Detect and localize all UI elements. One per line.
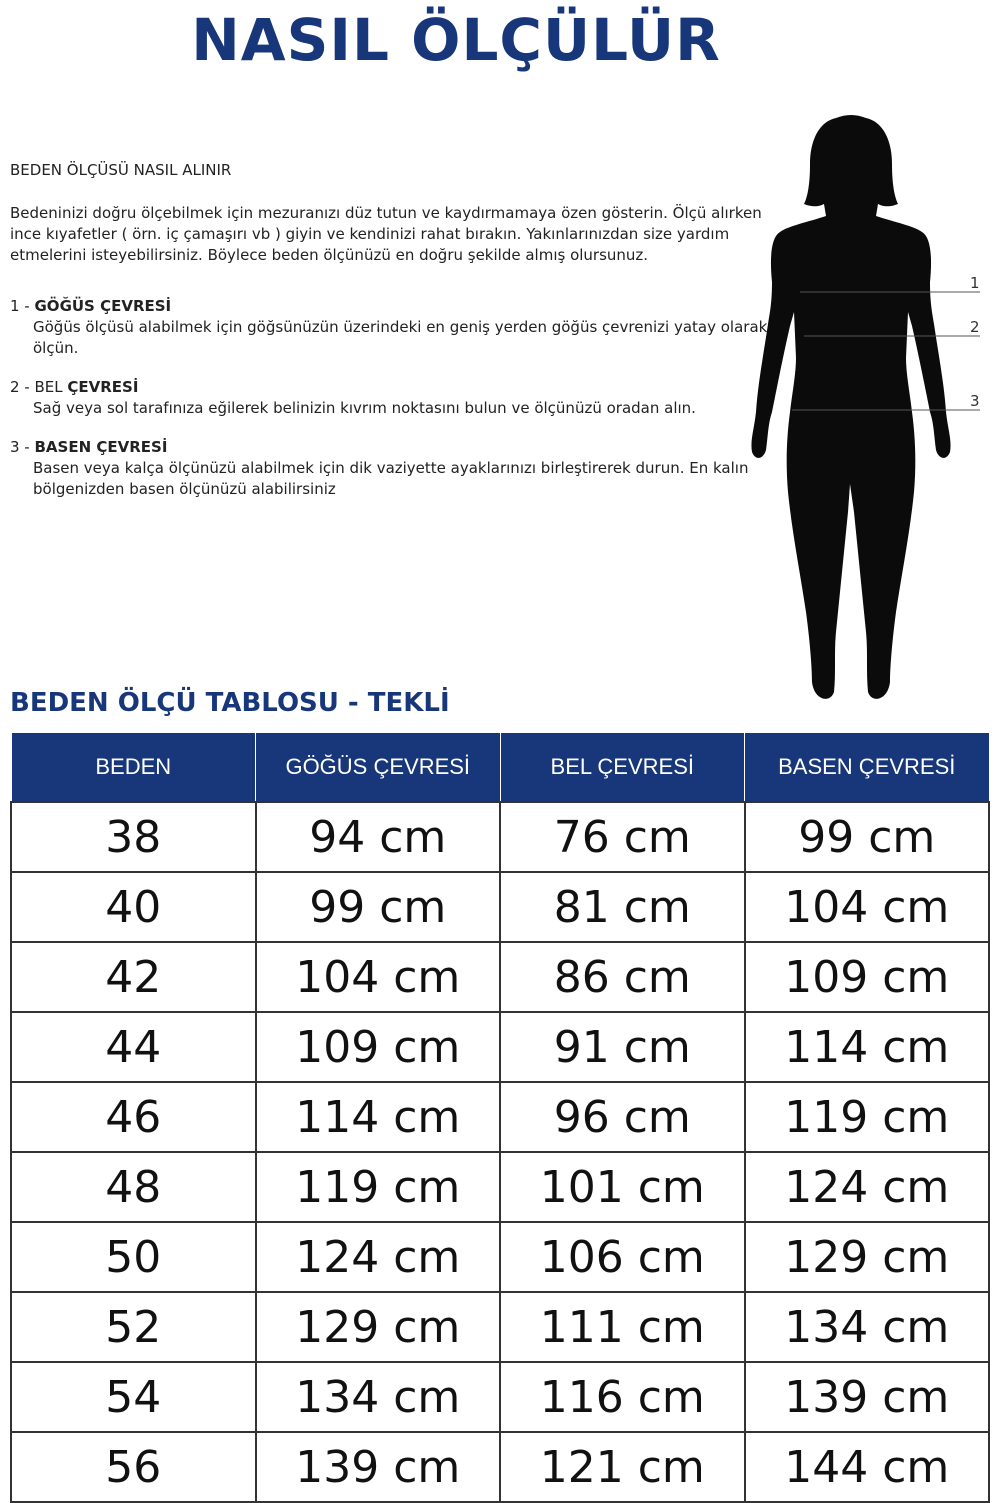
size-cell: 56 (11, 1432, 256, 1502)
section-title (10, 377, 780, 398)
hip-cell: 99 cm (745, 802, 990, 872)
size-cell: 44 (11, 1012, 256, 1082)
size-table-title: BEDEN ÖLÇÜ TABLOSU - TEKLİ (10, 688, 450, 718)
section-number: 2 - BEL (10, 378, 68, 396)
size-cell: 50 (11, 1222, 256, 1292)
table-row (11, 1152, 989, 1222)
column-header-waist: BEL ÇEVRESİ (500, 733, 745, 802)
table-row (11, 1362, 989, 1432)
body-silhouette-figure (748, 112, 988, 710)
section-text: Basen veya kalça ölçünüzü alabilmek için dik vaziyette ayaklarınızı birleştirerek durun. En kalın bölgenizden basen ölçünüzü alabilirsiniz (33, 459, 749, 498)
section-number: 1 - (10, 297, 35, 315)
waist-cell: 121 cm (500, 1432, 745, 1502)
section-name: ÇEVRESİ (67, 378, 139, 396)
chest-cell: 104 cm (256, 942, 501, 1012)
section-waist (10, 377, 780, 419)
marker-label-2: 2 (970, 318, 980, 336)
waist-cell: 111 cm (500, 1292, 745, 1362)
waist-cell: 116 cm (500, 1362, 745, 1432)
size-cell: 52 (11, 1292, 256, 1362)
size-cell: 38 (11, 802, 256, 872)
column-header-hip: BASEN ÇEVRESİ (745, 733, 990, 802)
section-text: Göğüs ölçüsü alabilmek için göğsünüzün üzerindeki en geniş yerden göğüs çevrenizi yatay olarak ölçün. (33, 318, 768, 357)
hip-cell: 129 cm (745, 1222, 990, 1292)
hip-cell: 104 cm (745, 872, 990, 942)
size-cell: 46 (11, 1082, 256, 1152)
chest-cell: 109 cm (256, 1012, 501, 1082)
section-title (10, 296, 780, 317)
hip-cell: 139 cm (745, 1362, 990, 1432)
table-row (11, 1222, 989, 1292)
marker-label-1: 1 (970, 274, 980, 292)
table-row (11, 802, 989, 872)
chest-cell: 119 cm (256, 1152, 501, 1222)
section-name: BASEN ÇEVRESİ (34, 438, 168, 456)
table-body (11, 802, 989, 1502)
silhouette-icon (751, 115, 950, 699)
size-cell: 48 (11, 1152, 256, 1222)
chest-cell: 129 cm (256, 1292, 501, 1362)
table-header-row (11, 733, 989, 802)
chest-cell: 114 cm (256, 1082, 501, 1152)
section-title (10, 437, 780, 458)
size-cell: 54 (11, 1362, 256, 1432)
section-number: 3 - (10, 438, 35, 456)
hip-cell: 114 cm (745, 1012, 990, 1082)
section-text: Sağ veya sol tarafınıza eğilerek belinizin kıvrım noktasını bulun ve ölçünüzü oradan alın. (33, 399, 696, 417)
waist-cell: 101 cm (500, 1152, 745, 1222)
waist-cell: 96 cm (500, 1082, 745, 1152)
section-name: GÖĞÜS ÇEVRESİ (34, 297, 172, 315)
waist-cell: 91 cm (500, 1012, 745, 1082)
chest-cell: 134 cm (256, 1362, 501, 1432)
waist-cell: 76 cm (500, 802, 745, 872)
page-title: NASIL ÖLÇÜLÜR (191, 6, 721, 74)
chest-cell: 139 cm (256, 1432, 501, 1502)
size-cell: 42 (11, 942, 256, 1012)
table-row (11, 1292, 989, 1362)
section-hip (10, 437, 780, 500)
table-row (11, 1012, 989, 1082)
measurement-guide (10, 160, 780, 518)
column-header-chest: GÖĞÜS ÇEVRESİ (256, 733, 501, 802)
chest-cell: 99 cm (256, 872, 501, 942)
size-cell: 40 (11, 872, 256, 942)
chest-cell: 124 cm (256, 1222, 501, 1292)
hip-cell: 144 cm (745, 1432, 990, 1502)
table-row (11, 1432, 989, 1502)
guide-heading: BEDEN ÖLÇÜSÜ NASIL ALINIR (10, 161, 232, 179)
guide-intro: Bedeninizi doğru ölçebilmek için mezuranızı düz tutun ve kaydırmamaya özen gösterin. Ölçü alırken ince kıyafetler ( örn. iç çamaşırı vb ) giyin ve kendinizi rahat bırakın. Yakınlarınızdan size yardım etmelerini isteyebilirsiniz. Böylece beden ölçünüzü en doğru şekilde almış olursunuz. (10, 204, 762, 264)
hip-cell: 119 cm (745, 1082, 990, 1152)
table-row (11, 872, 989, 942)
marker-label-3: 3 (970, 392, 980, 410)
table-row (11, 1082, 989, 1152)
waist-cell: 86 cm (500, 942, 745, 1012)
table-row (11, 942, 989, 1012)
column-header-size: BEDEN (11, 733, 256, 802)
waist-cell: 106 cm (500, 1222, 745, 1292)
chest-cell: 94 cm (256, 802, 501, 872)
hip-cell: 124 cm (745, 1152, 990, 1222)
waist-cell: 81 cm (500, 872, 745, 942)
hip-cell: 109 cm (745, 942, 990, 1012)
section-chest (10, 296, 780, 359)
size-table (10, 733, 990, 1503)
hip-cell: 134 cm (745, 1292, 990, 1362)
